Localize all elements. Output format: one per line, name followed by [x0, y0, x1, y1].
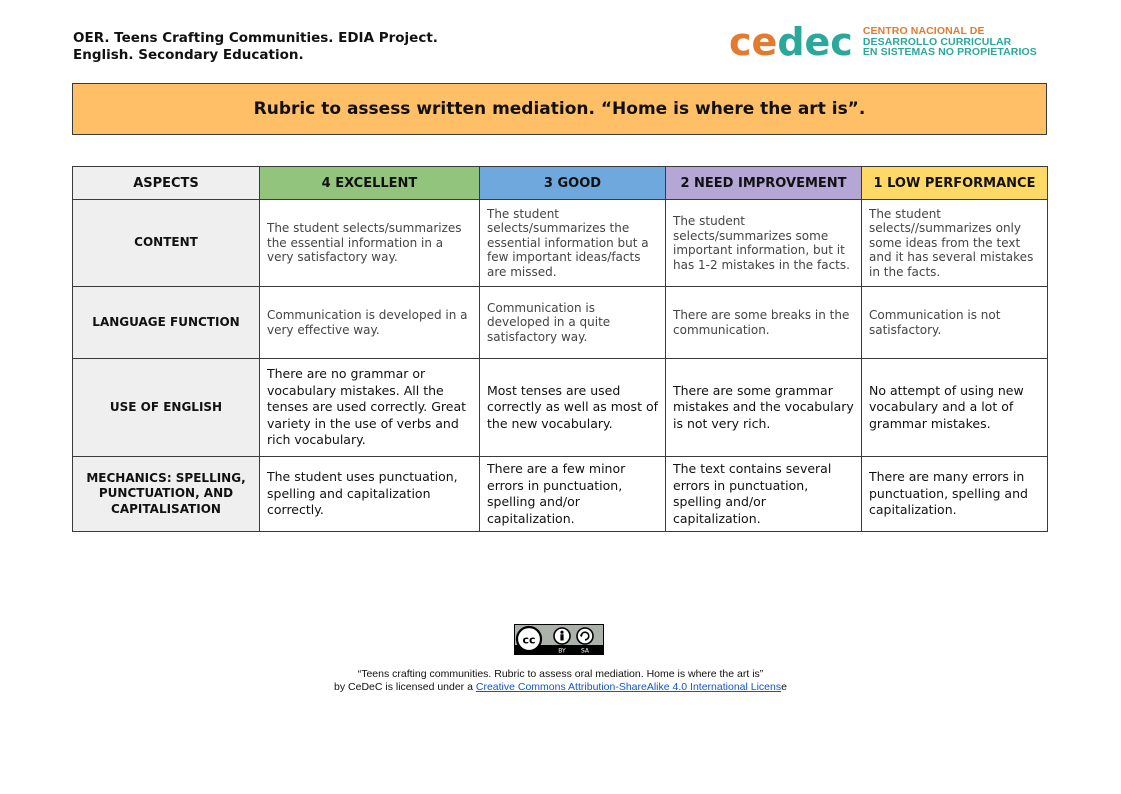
svg-text:cc: cc: [522, 633, 536, 647]
rubric-title: Rubric to assess written mediation. “Home is where the art is”.: [72, 83, 1047, 135]
footer-work-title: “Teens crafting communities. Rubric to assess oral mediation. Home is where the art is”: [357, 668, 764, 680]
cedec-logo-word-part1: ce: [729, 20, 778, 64]
header-aspects: ASPECTS: [73, 167, 260, 200]
cedec-logo-sub-line1: CENTRO NACIONAL DE: [862, 25, 985, 38]
cell-language-good: Communication is developed in a quite satisfactory way.: [480, 287, 666, 359]
rubric-table: [72, 166, 1048, 532]
license-footer: [0, 668, 1121, 693]
footer-license-line: [0, 681, 1121, 694]
cell-mechanics-good: There are a few minor errors in punctuation, spelling and/or capitalization.: [480, 457, 666, 532]
aspect-mechanics: MECHANICS: SPELLING, PUNCTUATION, AND CAPITALISATION: [73, 457, 260, 532]
cell-content-good: The student selects/summarizes the essential information but a few important ideas/facts are missed.: [480, 200, 666, 287]
cell-english-excellent: There are no grammar or vocabulary mistakes. All the tenses are used correctly. Great variety in the use of verbs and rich vocabulary.: [260, 359, 480, 457]
header-need-improvement: 2 NEED IMPROVEMENT: [666, 167, 862, 200]
cedec-logo-sub-line3: EN SISTEMAS NO PROPIETARIOS: [862, 46, 1037, 59]
document-header: [73, 30, 438, 64]
aspect-language-function: LANGUAGE FUNCTION: [73, 287, 260, 359]
header-low-performance: 1 LOW PERFORMANCE: [862, 167, 1048, 200]
rubric-row-mechanics: [73, 457, 1048, 532]
header-good: 3 GOOD: [480, 167, 666, 200]
header-line-project: OER. Teens Crafting Communities. EDIA Project.: [73, 30, 438, 46]
cc-badge-graphic: [515, 625, 603, 654]
cell-mechanics-need-improvement: The text contains several errors in punctuation, spelling and/or capitalization.: [666, 457, 862, 532]
cedec-logo-subtitle: [863, 26, 1037, 58]
cc-label-by: BY: [558, 647, 566, 654]
aspect-content: CONTENT: [73, 200, 260, 287]
rubric-row-language-function: [73, 287, 1048, 359]
cc-label-sa: SA: [580, 647, 590, 654]
creative-commons-by-sa-icon: [514, 624, 604, 655]
cell-content-low-performance: The student selects//summarizes only some ideas from the text and it has several mistakes in the facts.: [862, 200, 1048, 287]
cell-content-excellent: The student selects/summarizes the essential information in a very satisfactory way.: [260, 200, 480, 287]
cedec-logo-sub-line2: DESARROLLO CURRICULAR: [862, 35, 1012, 48]
header-excellent: 4 EXCELLENT: [260, 167, 480, 200]
cell-language-low-performance: Communication is not satisfactory.: [862, 287, 1048, 359]
rubric-row-use-of-english: [73, 359, 1048, 457]
cell-content-need-improvement: The student selects/summarizes some important information, but it has 1-2 mistakes in the facts.: [666, 200, 862, 287]
cell-english-good: Most tenses are used correctly as well as most of the new vocabulary.: [480, 359, 666, 457]
cell-language-excellent: Communication is developed in a very effective way.: [260, 287, 480, 359]
cedec-logo-wordmark: [729, 20, 853, 64]
header-line-subject: English. Secondary Education.: [73, 47, 304, 63]
cell-english-need-improvement: There are some grammar mistakes and the vocabulary is not very rich.: [666, 359, 862, 457]
cedec-logo: [729, 20, 1037, 64]
cell-mechanics-excellent: The student uses punctuation, spelling and capitalization correctly.: [260, 457, 480, 532]
rubric-header-row: [73, 167, 1048, 200]
cell-mechanics-low-performance: There are many errors in punctuation, spelling and capitalization.: [862, 457, 1048, 532]
license-link[interactable]: Creative Commons Attribution-ShareAlike 4.0 International Licens: [475, 680, 782, 693]
footer-license-suffix: e: [781, 680, 787, 693]
footer-license-prefix: by CeDeC is licensed under a: [334, 680, 476, 693]
aspect-use-of-english: USE OF ENGLISH: [73, 359, 260, 457]
cell-language-need-improvement: There are some breaks in the communication.: [666, 287, 862, 359]
cedec-logo-word-part2: dec: [777, 20, 853, 64]
rubric-row-content: [73, 200, 1048, 287]
cell-english-low-performance: No attempt of using new vocabulary and a lot of grammar mistakes.: [862, 359, 1048, 457]
